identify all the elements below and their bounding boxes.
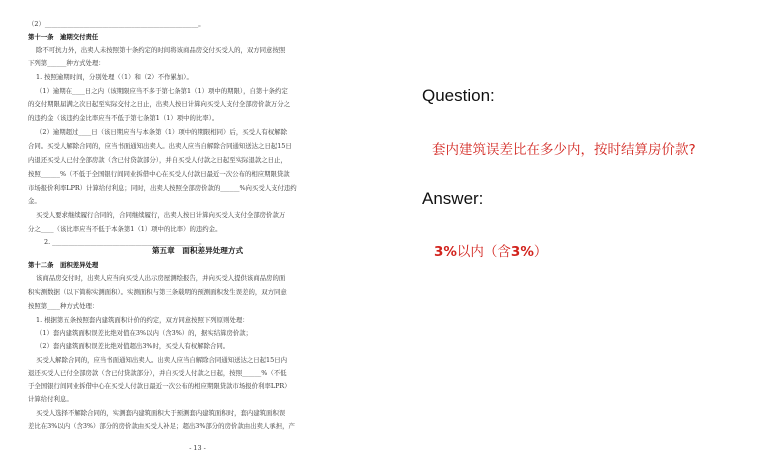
document-line: 买受人解除合同的，应当书面通知出卖人。出卖人应当自解除合同通知送达之日起15日内 (36, 356, 287, 364)
document-line: 1. 按照逾期时间，分别处理（（1）和（2）不作累加）。 (36, 73, 193, 81)
document-line: 的违约金（该违约金比率应当不低于第七条第1（1）项中的比率）。 (28, 114, 219, 122)
article-heading: 第十一条 逾期交付责任 (28, 33, 99, 41)
answer-middle: 以内（含 (456, 244, 511, 260)
document-line: （2）套内建筑面积误差比绝对值超出3%时，买受人有权解除合同。 (36, 342, 230, 350)
article-heading: 第十二条 面积差异处理 (28, 261, 99, 269)
document-line: 买受人选择不解除合同的，实测套内建筑面积大于预测套内建筑面积时，套内建筑面积误 (36, 409, 286, 417)
document-line: 按照第____种方式处理： (28, 302, 99, 310)
document-line: 金。 (28, 197, 41, 205)
page-number: - 13 - (189, 444, 206, 452)
chapter-title: 第五章 面积差异处理方式 (151, 246, 244, 255)
document-line: 市场报价利率LPR）计算给付利息；同时，出卖人按照全部房价款的______%向买受人支付违约 (28, 184, 297, 192)
document-line: 计算给付利息。 (28, 395, 73, 403)
question-label: Question: (422, 86, 495, 105)
document-line: 内退还买受人已付全部房款（含已付贷款部分），并自买受人付款之日起至实际退款之日止， (28, 156, 287, 164)
answer-value-1: 3% (434, 244, 457, 260)
answer-text (434, 240, 547, 260)
document-line: 差比在3%以内（含3%）部分的房价款由买受人补足；超出3%部分的房价款由出卖人承担，产 (28, 422, 295, 430)
document-line: 除不可抗力外，出卖人未按照第十条约定的时间将该商品房交付买受人的，双方同意按照 (36, 46, 286, 54)
answer-label: Answer: (422, 189, 484, 208)
answer-end: ） (533, 244, 548, 260)
document-line: 按照______%（不低于全国银行间同业拆借中心在买受人付款日最近一次公布的相应期限贷款 (28, 170, 290, 178)
document-line: 退还买受人已付全部房款（含已付贷款部分），并自买受人付款之日起，按照______%（不低 (28, 369, 287, 377)
document-line: （1）套内建筑面积误差比绝对值在3%以内（含3%）的，据实结算房价款； (36, 329, 253, 337)
document-line: 下列第______种方式处理： (28, 59, 105, 67)
document-line: 分之____（该比率应当不低于本条第1（1）项中的比率）的违约金。 (28, 225, 222, 233)
document-line: 于全国银行间同业拆借中心在买受人付款日最近一次公布的相应期限贷款市场报价利率LPR） (28, 382, 291, 390)
document-line: 买受人要求继续履行合同的，合同继续履行，出卖人按日计算向买受人支付全部房价款万 (36, 211, 286, 219)
document-line: 该商品房交付时，出卖人应当向买受人出示房屋测绘报告，并向买受人提供该商品房的面 (36, 274, 286, 282)
document-line: （2）逾期超过____日（该日期应当与本条第（1）项中的期限相同）后，买受人有权解除 (36, 128, 287, 136)
answer-value-2: 3% (510, 244, 534, 260)
document-line: （2）________________________________________________。 (28, 20, 205, 28)
document-line: （1）逾期在____日之内（该期限应当不多于第七条第1（1）项中的期限），自第十条约定 (36, 87, 288, 95)
document-line: 2. ______________________________________________。 (44, 238, 206, 246)
question-text: 套内建筑误差比在多少内，按时结算房价款? (432, 142, 696, 158)
document-line: 的交付期限届满之次日起至实际交付之日止，出卖人按日计算向买受人支付全部房价款万分之 (28, 100, 291, 108)
document-line: 合同。买受人解除合同的，应当书面通知出卖人。出卖人应当自解除合同通知送达之日起15日 (28, 142, 292, 150)
document-line: 1. 根据第五条按照套内建筑面积计价的约定，双方同意按照下列原则处理： (36, 316, 249, 324)
document-line: 积实测数据（以下简称实测面积）。实测面积与第三条载明的预测面积发生误差的，双方同意 (28, 288, 287, 296)
